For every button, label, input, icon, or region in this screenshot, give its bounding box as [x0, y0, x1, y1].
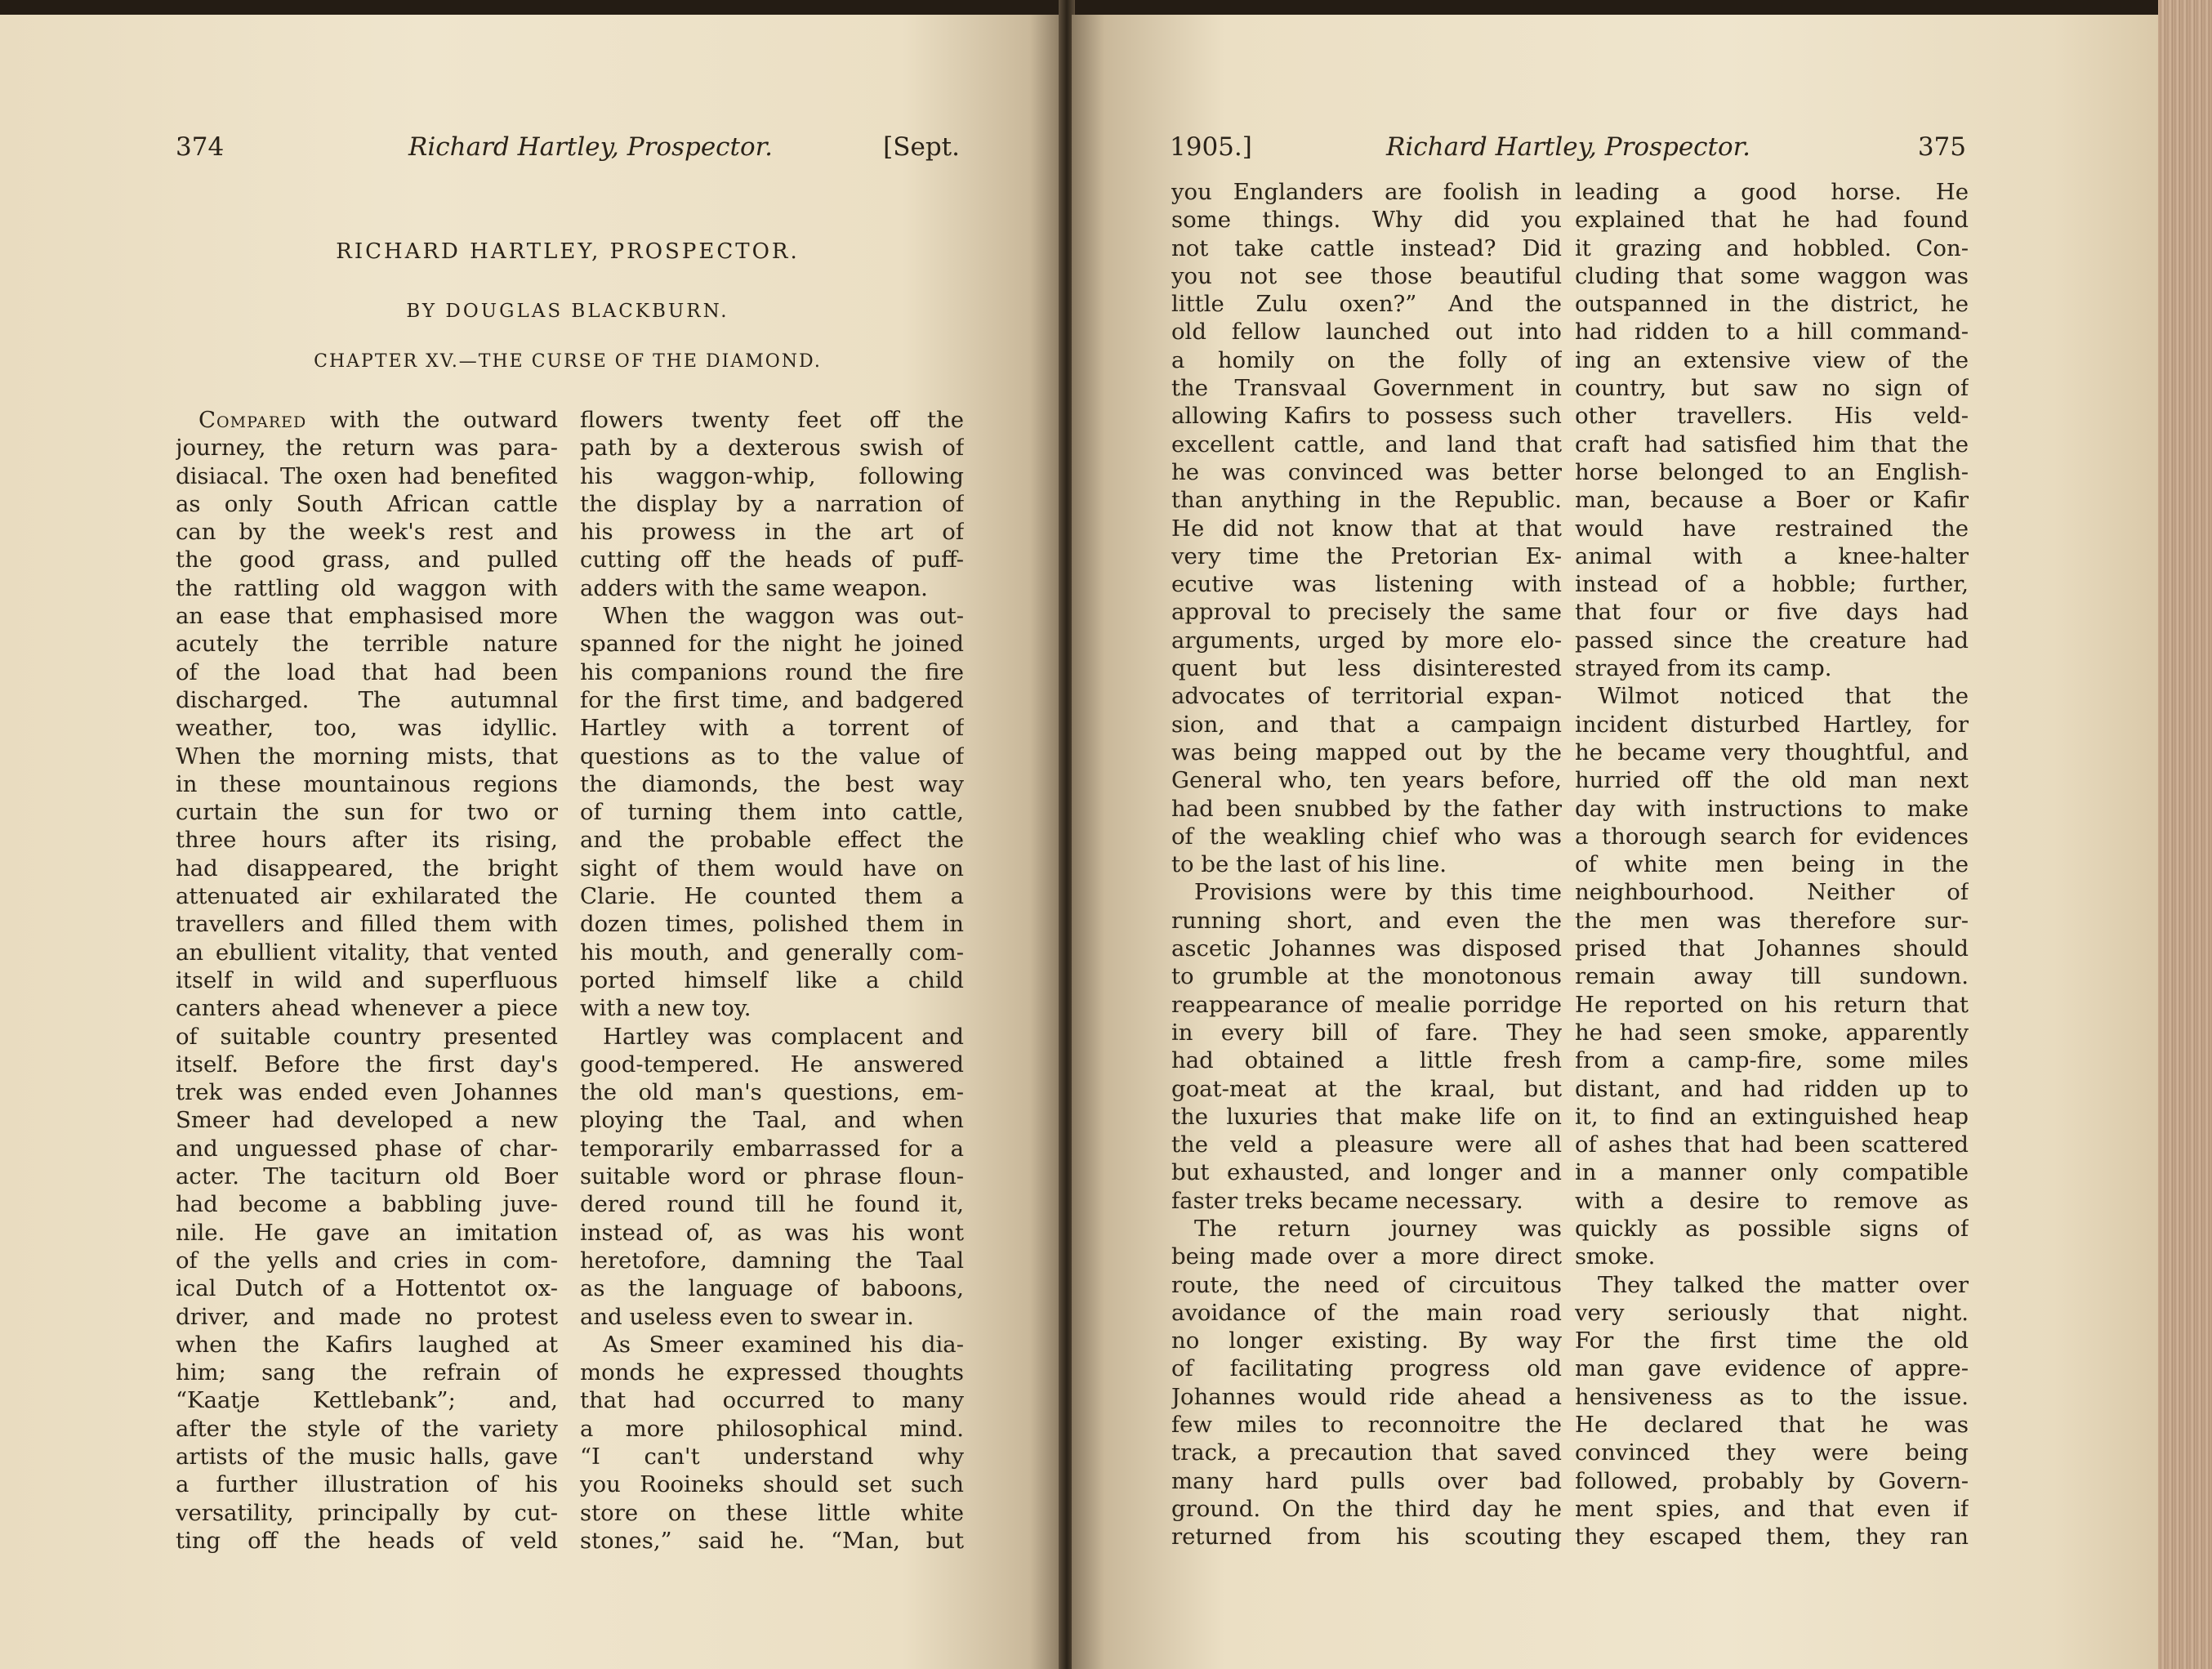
text-line: He declared that he was [1575, 1412, 1969, 1439]
text-line: as the language of baboons, [580, 1275, 964, 1302]
text-line: Wilmot noticed that the [1598, 683, 1969, 710]
text-line: craft had satisfied him that the [1575, 431, 1969, 457]
text-line: monds he expressed thoughts [580, 1359, 964, 1386]
text-line: to grumble at the monotonous [1171, 963, 1562, 990]
text-line: flowers twenty feet off the [580, 407, 964, 433]
text-line: good-tempered. He answered [580, 1051, 964, 1078]
text-line: They talked the matter over [1598, 1271, 1969, 1298]
left-page [0, 15, 1062, 1669]
text-line [176, 406, 558, 434]
text-line: his mouth, and generally com- [580, 939, 964, 966]
text-line: had become a babbling juve- [176, 1191, 558, 1218]
text-line: of ashes that had been scattered [1575, 1131, 1969, 1158]
text-line: incident disturbed Hartley, for [1575, 711, 1969, 738]
text-line: not take cattle instead? Did [1171, 234, 1562, 261]
text-line: can by the week's rest and [176, 519, 558, 546]
text-line: after the style of the variety [176, 1415, 558, 1442]
text-line: instead of a hobble; further, [1575, 571, 1969, 598]
text-line: many hard pulls over bad [1171, 1467, 1562, 1494]
text-line: curtain the sun for two or [176, 799, 558, 826]
text-line: Smeer had developed a new [176, 1107, 558, 1134]
text-line: cutting off the heads of puff- [580, 547, 964, 573]
text-line: that four or five days had [1575, 599, 1969, 626]
text-line: track, a precaution that saved [1171, 1439, 1562, 1466]
drop-word: Compared [198, 407, 307, 433]
text-line: man gave evidence of appre- [1575, 1355, 1969, 1382]
text-line: When the morning mists, that [176, 743, 558, 770]
text-line: smoke. [1575, 1243, 1656, 1270]
text-line: stones,” said he. “Man, but [580, 1527, 964, 1554]
left-running-head [176, 129, 960, 165]
text-line: “Kaatje Kettlebank”; and, [176, 1387, 558, 1414]
text-line: ported himself like a child [580, 966, 964, 993]
text-line: neighbourhood. Neither of [1575, 879, 1969, 906]
text-line: quickly as possible signs of [1575, 1215, 1969, 1242]
text-line: you not see those beautiful [1171, 262, 1562, 289]
text-line: very time the Pretorian Ex- [1171, 542, 1562, 569]
text-line: followed, probably by Govern- [1575, 1467, 1969, 1494]
text-line: other travellers. His veld- [1575, 403, 1969, 430]
right-date-mark: 1905.] [1170, 132, 1252, 162]
text-line: had been snubbed by the father [1171, 795, 1562, 822]
right-running-head [1170, 129, 1966, 165]
text-line: country, but saw no sign of [1575, 375, 1969, 402]
text-line: very seriously that night. [1575, 1299, 1969, 1326]
text-line: cluding that some waggon was [1575, 262, 1969, 289]
text-line: ecutive was listening with [1171, 571, 1562, 598]
text-line: animal with a knee-halter [1575, 542, 1969, 569]
text-line: in a manner only compatible [1575, 1159, 1969, 1186]
text-line: Provisions were by this time [1194, 879, 1562, 906]
text-line: prised that Johannes should [1575, 935, 1969, 962]
text-line: a further illustration of his [176, 1471, 558, 1498]
text-line: of suitable country presented [176, 1023, 558, 1050]
text-line: sight of them would have on [580, 855, 964, 881]
text-line: old fellow launched out into [1171, 319, 1562, 346]
text-line: dozen times, polished them in [580, 911, 964, 938]
text-line: few miles to reconnoitre the [1171, 1412, 1562, 1439]
text-line: adders with the same weapon. [580, 574, 928, 601]
text-line: in these mountainous regions [176, 770, 558, 797]
text-line: He did not know that at that [1171, 515, 1562, 542]
right-page [1072, 15, 2163, 1669]
text-line: being made over a more direct [1171, 1243, 1562, 1270]
text-line: route, the need of circuitous [1171, 1271, 1562, 1298]
left-running-title: Richard Hartley, Prospector. [408, 132, 773, 162]
text-line: Johannes would ride ahead a [1171, 1383, 1562, 1410]
text-line: it grazing and hobbled. Con- [1575, 234, 1969, 261]
text-line: the diamonds, the best way [580, 770, 964, 797]
text-line: acter. The taciturn old Boer [176, 1163, 558, 1190]
text-line: ical Dutch of a Hottentot ox- [176, 1275, 558, 1302]
text-line: the display by a narration of [580, 490, 964, 517]
text-line: questions as to the value of [580, 743, 964, 770]
text-line: the Transvaal Government in [1171, 375, 1562, 402]
text-line: and useless even to swear in. [580, 1303, 914, 1330]
text-line: leading a good horse. He [1575, 179, 1969, 205]
text-line: He reported on his return that [1575, 991, 1969, 1018]
text-line: an ebullient vitality, that vented [176, 939, 558, 966]
text-line: the old man's questions, em- [580, 1079, 964, 1106]
text-line: travellers and filled them with [176, 911, 558, 938]
line-text: with the outward [306, 407, 558, 433]
text-line: he became very thoughtful, and [1575, 739, 1969, 765]
text-line: an ease that emphasised more [176, 603, 558, 630]
text-line: avoidance of the main road [1171, 1299, 1562, 1326]
text-line: explained that he had found [1575, 207, 1969, 234]
text-line: acutely the terrible nature [176, 631, 558, 658]
text-line: with a new toy. [580, 995, 751, 1022]
text-line: As Smeer examined his dia- [603, 1331, 964, 1358]
text-line: three hours after its rising, [176, 827, 558, 854]
right-column-1 [1171, 178, 1562, 1551]
text-line: when the Kafirs laughed at [176, 1331, 558, 1358]
text-line: his companions round the fire [580, 658, 964, 685]
text-line: convinced they were being [1575, 1439, 1969, 1466]
text-line: than anything in the Republic. [1171, 487, 1562, 514]
text-line: dered round till he found it, [580, 1191, 964, 1218]
text-line: the luxuries that make life on [1171, 1103, 1562, 1130]
text-line: arguments, urged by more elo- [1171, 627, 1562, 654]
text-line: a thorough search for evidences [1575, 823, 1969, 850]
text-line: approval to precisely the same [1171, 599, 1562, 626]
text-line: of the load that had been [176, 658, 558, 685]
text-line: would have restrained the [1575, 515, 1969, 542]
byline: BY DOUGLAS BLACKBURN. [406, 301, 729, 322]
text-line: ing an extensive view of the [1575, 346, 1969, 373]
text-line: of turning them into cattle, [580, 799, 964, 826]
text-line: artists of the music halls, gave [176, 1443, 558, 1470]
text-line: had obtained a little fresh [1171, 1047, 1562, 1074]
text-line: path by a dexterous swish of [580, 435, 964, 462]
text-line: day with instructions to make [1575, 795, 1969, 822]
text-line: him; sang the refrain of [176, 1359, 558, 1386]
text-line: it, to find an extinguished heap [1575, 1103, 1969, 1130]
text-line: disiacal. The oxen had benefited [176, 462, 558, 489]
text-line: Hartley with a torrent of [580, 715, 964, 742]
text-line: spanned for the night he joined [580, 631, 964, 658]
right-column-2 [1575, 178, 1969, 1551]
text-line: canters ahead whenever a piece [176, 995, 558, 1022]
text-line: some things. Why did you [1171, 207, 1562, 234]
text-line: ment spies, and that even if [1575, 1495, 1969, 1522]
text-line: but exhausted, and longer and [1171, 1159, 1562, 1186]
text-line: advocates of territorial expan- [1171, 683, 1562, 710]
text-line: they escaped them, they ran [1575, 1524, 1969, 1551]
text-line: with a desire to remove as [1575, 1187, 1969, 1214]
text-line: allowing Kafirs to possess such [1171, 403, 1562, 430]
text-line: faster treks became necessary. [1171, 1187, 1523, 1214]
text-line: the men was therefore sur- [1575, 907, 1969, 934]
text-line: of the yells and cries in com- [176, 1247, 558, 1274]
text-line: the veld a pleasure were all [1171, 1131, 1562, 1158]
text-line: suitable word or phrase floun- [580, 1163, 964, 1190]
text-line: Hartley was complacent and [603, 1023, 964, 1050]
text-line: ploying the Taal, and when [580, 1107, 964, 1134]
text-line: General who, ten years before, [1171, 767, 1562, 794]
text-line: he was convinced was better [1171, 458, 1562, 485]
text-line: no longer existing. By way [1171, 1328, 1562, 1354]
right-running-title: Richard Hartley, Prospector. [1386, 132, 1750, 162]
text-line: had disappeared, the bright [176, 855, 558, 881]
text-line: When the waggon was out- [603, 603, 964, 630]
text-line: hensiveness as to the issue. [1575, 1383, 1969, 1410]
left-date-mark: [Sept. [883, 132, 960, 162]
text-line: goat-meat at the kraal, but [1171, 1075, 1562, 1102]
text-line: heretofore, damning the Taal [580, 1247, 964, 1274]
text-line: quent but less disinterested [1171, 655, 1562, 682]
text-line: discharged. The autumnal [176, 686, 558, 713]
text-line: ting off the heads of veld [176, 1527, 558, 1554]
text-line: from a camp-fire, some miles [1575, 1047, 1969, 1074]
text-line: store on these little white [580, 1499, 964, 1526]
text-line: The return journey was [1194, 1215, 1562, 1242]
text-line: attenuated air exhilarated the [176, 883, 558, 910]
text-line: hurried off the old man next [1575, 767, 1969, 794]
text-line: you Englanders are foolish in [1171, 179, 1562, 205]
text-line: returned from his scouting [1171, 1524, 1562, 1551]
text-line: itself in wild and superfluous [176, 966, 558, 993]
text-line: had ridden to a hill command- [1575, 319, 1969, 346]
text-line: instead of, as was his wont [580, 1219, 964, 1246]
text-line: strayed from its camp. [1575, 655, 1832, 682]
text-line: horse belonged to an English- [1575, 458, 1969, 485]
text-line: to be the last of his line. [1171, 851, 1447, 878]
text-line: journey, the return was para- [176, 435, 558, 462]
text-line: temporarily embarrassed for a [580, 1135, 964, 1162]
text-line: nile. He gave an imitation [176, 1219, 558, 1246]
text-line: little Zulu oxen?” And the [1171, 291, 1562, 318]
text-line: he had seen smoke, apparently [1575, 1019, 1969, 1046]
page-edges [2158, 0, 2212, 1669]
text-line: was being mapped out by the [1171, 739, 1562, 765]
text-line: trek was ended even Johannes [176, 1079, 558, 1106]
text-line: ground. On the third day he [1171, 1495, 1562, 1522]
text-line: a more philosophical mind. [580, 1415, 964, 1442]
left-column-1 [176, 406, 558, 1555]
text-line: and the probable effect the [580, 827, 964, 854]
text-line: remain away till sundown. [1575, 963, 1969, 990]
chapter-heading: CHAPTER XV.—THE CURSE OF THE DIAMOND. [314, 351, 822, 372]
text-line: sion, and that a campaign [1171, 711, 1562, 738]
text-line: running short, and even the [1171, 907, 1562, 934]
text-line: reappearance of mealie porridge [1171, 991, 1562, 1018]
text-line: outspanned in the district, he [1575, 291, 1969, 318]
text-line: you Rooineks should set such [580, 1471, 964, 1498]
text-line: For the first time the old [1575, 1328, 1969, 1354]
text-line: ascetic Johannes was disposed [1171, 935, 1562, 962]
text-line: man, because a Boer or Kafir [1575, 487, 1969, 514]
right-page-number: 375 [1917, 132, 1966, 162]
text-line: driver, and made no protest [176, 1303, 558, 1330]
text-line: for the first time, and badgered [580, 686, 964, 713]
text-line: that had occurred to many [580, 1387, 964, 1414]
text-line: a homily on the folly of [1171, 346, 1562, 373]
text-line: of the weakling chief who was [1171, 823, 1562, 850]
text-line: versatility, principally by cut- [176, 1499, 558, 1526]
text-line: “I can't understand why [580, 1443, 964, 1470]
text-line: and unguessed phase of char- [176, 1135, 558, 1162]
text-line: the rattling old waggon with [176, 574, 558, 601]
text-line: passed since the creature had [1575, 627, 1969, 654]
article-title: RICHARD HARTLEY, PROSPECTOR. [336, 239, 800, 264]
text-line: as only South African cattle [176, 490, 558, 517]
text-line: the good grass, and pulled [176, 547, 558, 573]
text-line: Clarie. He counted them a [580, 883, 964, 910]
text-line: his prowess in the art of [580, 519, 964, 546]
text-line: itself. Before the first day's [176, 1051, 558, 1078]
left-column-2 [580, 406, 964, 1555]
text-line: of white men being in the [1575, 851, 1969, 878]
text-line: distant, and had ridden up to [1575, 1075, 1969, 1102]
text-line: in every bill of fare. They [1171, 1019, 1562, 1046]
left-page-number: 374 [176, 132, 225, 162]
text-line: excellent cattle, and land that [1171, 431, 1562, 457]
text-line: weather, too, was idyllic. [176, 715, 558, 742]
text-line: of facilitating progress old [1171, 1355, 1562, 1382]
text-line: his waggon-whip, following [580, 462, 964, 489]
